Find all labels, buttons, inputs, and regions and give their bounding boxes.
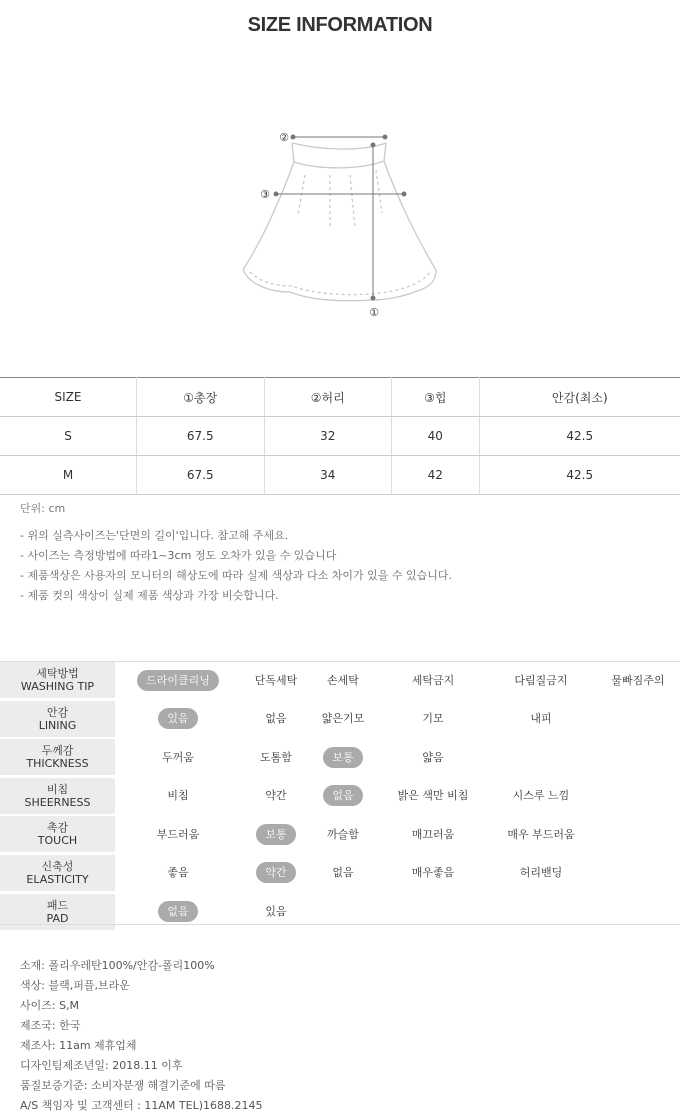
care-option (241, 701, 311, 737)
notes-list (20, 526, 452, 606)
care-option (394, 701, 472, 737)
care-option-label: 다림질금지 (514, 673, 568, 687)
care-option-selected: 있음 (158, 708, 197, 729)
care-option (133, 739, 223, 775)
care-label (0, 855, 115, 891)
product-info (20, 956, 263, 1116)
care-option (394, 739, 472, 775)
care-option (241, 739, 311, 775)
care-option (506, 701, 576, 737)
care-option-label: 얇은기모 (321, 712, 365, 726)
divider (0, 924, 680, 925)
care-option-label: 도톰함 (260, 750, 292, 764)
care-option (133, 855, 223, 891)
care-row (0, 662, 680, 701)
care-option (308, 816, 378, 852)
care-option-label: 밝은 색만 비침 (397, 789, 469, 803)
care-option-label: 물빠짐주의 (611, 673, 665, 687)
care-option-label: 약간 (265, 789, 287, 803)
care-option-selected: 약간 (256, 862, 295, 883)
table-cell: 42.5 (479, 456, 680, 495)
care-option-label: 있음 (265, 905, 287, 919)
note-item: - 사이즈는 측정방법에 따라1~3cm 정도 오차가 있을 수 있습니다 (20, 549, 337, 562)
care-option (241, 778, 311, 814)
table-cell: M (0, 456, 137, 495)
care-table (0, 661, 680, 932)
care-option (133, 778, 223, 814)
care-option-label: 비침 (167, 789, 189, 803)
care-label-en: LINING (38, 718, 77, 732)
care-label-en: PAD (46, 911, 69, 925)
table-cell: 42 (392, 456, 480, 495)
care-option (506, 855, 576, 891)
care-option-label: 기모 (422, 712, 444, 726)
care-label-ko: 신축성 (41, 859, 74, 873)
table-row (0, 417, 680, 456)
table-cell: 42.5 (479, 417, 680, 456)
care-option (308, 778, 378, 814)
care-option (603, 662, 673, 698)
care-label (0, 701, 115, 737)
care-option-label: 단독세탁 (254, 673, 298, 687)
care-option (133, 701, 223, 737)
care-option (308, 855, 378, 891)
table-cell: 34 (264, 456, 392, 495)
info-item: A/S 책임자 및 고객센터 : 11AM TEL)1688.2145 (20, 1099, 263, 1112)
care-option (133, 662, 223, 698)
care-label-en: TOUCH (37, 834, 78, 848)
care-option-selected: 보통 (256, 824, 295, 845)
care-option (394, 778, 472, 814)
care-option (506, 816, 576, 852)
care-option-selected: 드라이클리닝 (137, 670, 219, 691)
info-item: 색상: 블랙,퍼플,브라운 (20, 979, 130, 992)
info-item: 제조국: 한국 (20, 1019, 81, 1032)
care-option-label: 매우좋음 (411, 866, 455, 880)
info-item: 소재: 폴리우레탄100%/안감-폴리100% (20, 959, 215, 972)
care-option-selected: 없음 (323, 785, 362, 806)
care-label (0, 816, 115, 852)
care-option-label: 없음 (332, 866, 354, 880)
table-cell: 67.5 (137, 417, 265, 456)
care-label-ko: 촉감 (46, 821, 69, 835)
care-label (0, 778, 115, 814)
table-cell: 67.5 (137, 456, 265, 495)
note-item: - 제품색상은 사용자의 모니터의 해상도에 따라 실제 색상과 다소 차이가 있을 수 있습니다. (20, 569, 452, 582)
marker-length: ① (369, 306, 379, 319)
care-option-label: 매끄러움 (411, 827, 455, 841)
marker-hip: ③ (260, 188, 270, 201)
size-table (0, 377, 680, 495)
care-label-ko: 비침 (46, 782, 69, 796)
header-cell: ①총장 (137, 378, 265, 417)
header-cell: ③힙 (392, 378, 480, 417)
care-option (241, 816, 311, 852)
care-option-label: 매우 부드러움 (507, 827, 575, 841)
page-title: SIZE INFORMATION (247, 14, 433, 36)
care-row (0, 701, 680, 740)
care-row (0, 739, 680, 778)
care-option-selected: 보통 (323, 747, 362, 768)
care-option-label: 내피 (530, 712, 552, 726)
care-option-label: 없음 (265, 712, 287, 726)
care-option (133, 816, 223, 852)
care-option (241, 662, 311, 698)
care-option (308, 739, 378, 775)
care-option-label: 두꺼움 (162, 750, 194, 764)
care-option-label: 허리밴딩 (519, 866, 563, 880)
care-row (0, 816, 680, 855)
table-row (0, 456, 680, 495)
care-option-selected: 없음 (158, 901, 197, 922)
care-option (308, 662, 378, 698)
care-option (506, 778, 576, 814)
info-item: 사이즈: S,M (20, 999, 80, 1012)
skirt-diagram (0, 120, 680, 330)
care-option-label: 세탁금지 (411, 673, 455, 687)
note-item: - 위의 실측사이즈는'단면의 길이'입니다. 참고해 주세요. (20, 529, 289, 542)
header-cell: SIZE (0, 378, 137, 417)
care-option-label: 손세탁 (327, 673, 359, 687)
info-item: 제조사: 11am 제휴업체 (20, 1039, 137, 1052)
note-item: - 제품 컷의 색상이 실제 제품 색상과 가장 비슷합니다. (20, 589, 279, 602)
care-option (506, 662, 576, 698)
info-item: 디자인팀제조년일: 2018.11 이후 (20, 1059, 183, 1072)
care-row (0, 778, 680, 817)
size-table-header (0, 378, 680, 417)
care-label (0, 739, 115, 775)
care-option-label: 시스루 느낌 (512, 789, 570, 803)
header-cell: ②허리 (264, 378, 392, 417)
table-cell: 40 (392, 417, 480, 456)
care-label-en: WASHING TIP (20, 680, 95, 693)
care-option-label: 까슬함 (327, 827, 359, 841)
care-option (394, 816, 472, 852)
care-label-en: ELASTICITY (26, 872, 89, 886)
care-option-label: 좋음 (167, 866, 189, 880)
care-option-label: 부드러움 (156, 827, 200, 841)
care-option (308, 701, 378, 737)
care-option-label: 얇음 (422, 750, 444, 764)
care-label-en: SHEERNESS (24, 795, 91, 809)
care-option (394, 855, 472, 891)
care-label-ko: 두께감 (41, 744, 74, 758)
care-option (241, 855, 311, 891)
care-row (0, 894, 680, 933)
marker-waist: ② (279, 131, 289, 144)
table-cell: 32 (264, 417, 392, 456)
care-row (0, 855, 680, 894)
care-label-ko: 패드 (46, 898, 69, 912)
care-label-ko: 세탁방법 (36, 667, 79, 680)
care-option (394, 662, 472, 698)
care-label (0, 662, 115, 698)
info-item: 품질보증기준: 소비자분쟁 해결기준에 따름 (20, 1079, 226, 1092)
unit-label: 단위: cm (20, 502, 66, 515)
care-label-ko: 안감 (46, 705, 69, 719)
care-label-en: THICKNESS (26, 757, 89, 771)
header-cell: 안감(최소) (479, 378, 680, 417)
table-cell: S (0, 417, 137, 456)
